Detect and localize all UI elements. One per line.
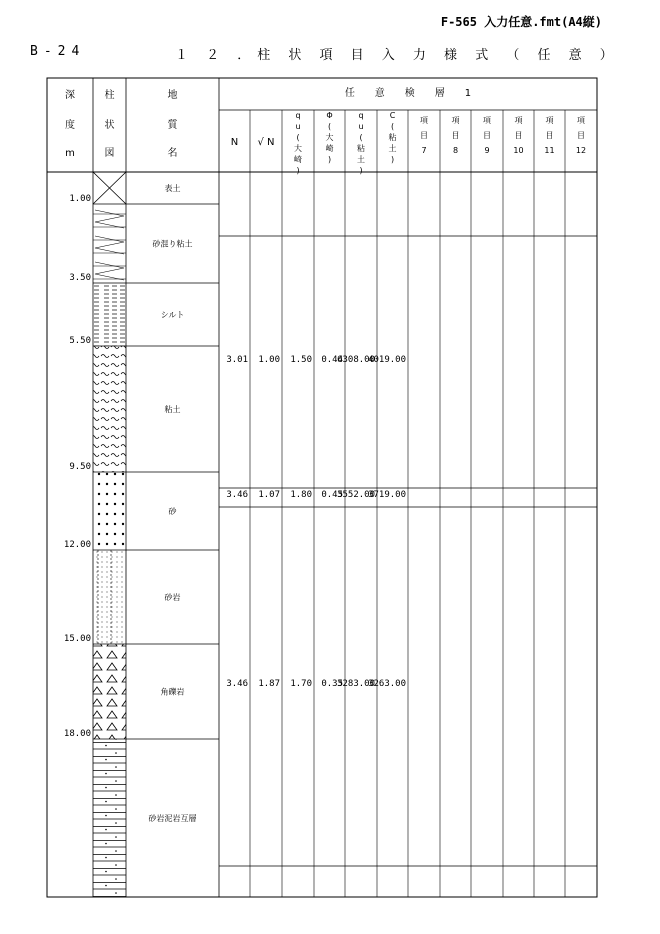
depth-label: 9.50 (69, 462, 91, 472)
header-col: 目 (577, 131, 585, 140)
header-col: 目 (483, 131, 491, 140)
header-col: 粘 (388, 133, 397, 142)
column-pattern-sand (93, 472, 126, 550)
depth-label: 1.00 (69, 194, 91, 204)
depth-label: 3.50 (69, 273, 91, 283)
depth-label: 15.00 (63, 634, 91, 644)
header-col: √ N (257, 137, 275, 148)
header-soil: 質 (167, 120, 178, 131)
data-value: 4019.00 (368, 355, 406, 365)
data-value: 1.80 (290, 490, 312, 500)
header-col: 項 (420, 116, 428, 125)
file-label: F-565 入力任意.fmt(A4縦) (440, 15, 602, 29)
soil-name: 角礫岩 (160, 687, 185, 697)
header-depth: m (65, 148, 75, 159)
data-value: 3719.00 (368, 490, 406, 500)
header-col: Φ (326, 111, 333, 120)
header-col: 目 (451, 131, 460, 140)
pattern-fill (93, 550, 126, 644)
header-col: 大 (294, 144, 302, 153)
header-column: 状 (104, 120, 115, 131)
column-pattern-sandstone (93, 550, 126, 644)
header-col: 項 (577, 116, 585, 125)
header-soil: 名 (167, 148, 178, 159)
pattern-stroke (95, 236, 124, 254)
header-column: 図 (104, 148, 115, 159)
data-value: 1.07 (258, 490, 280, 500)
data-value: 0.35 (321, 679, 343, 689)
soil-name: 砂岩 (164, 593, 181, 602)
soil-name: 砂混り粘土 (152, 239, 193, 249)
header-col: 目 (420, 131, 428, 140)
header-soil: 地 (167, 90, 178, 101)
header-col: 9 (484, 146, 490, 155)
soil-name: 粘土 (164, 405, 181, 414)
column-pattern-breccia (93, 644, 126, 739)
data-value: 6308.00 (337, 355, 375, 365)
header-col: ( (296, 133, 300, 142)
table-frame (47, 78, 597, 897)
header-col: 目 (545, 131, 554, 140)
header-col: ( (327, 122, 332, 131)
pattern-fill (93, 472, 126, 550)
header-col: 項 (483, 116, 491, 125)
data-value: 0.45 (321, 490, 343, 500)
column-pattern-clay (93, 346, 126, 472)
depth-label: 18.00 (63, 729, 91, 739)
header-col: ( (390, 122, 395, 131)
soil-name: 砂岩泥岩互層 (148, 814, 197, 823)
header-col: 8 (452, 146, 459, 155)
header-col: q (295, 111, 301, 120)
data-value: 1.70 (290, 679, 312, 689)
data-value: 3283.00 (337, 679, 375, 689)
header-col: 項 (545, 116, 554, 125)
pattern-fill (93, 346, 126, 472)
header-col: ) (359, 166, 363, 175)
header-col: 7 (421, 146, 427, 155)
data-value: 3552.00 (337, 490, 375, 500)
header-col: 崎 (325, 144, 334, 153)
depth-label: 5.50 (69, 336, 91, 346)
soil-name: シルト (160, 310, 185, 320)
header-col: q (358, 111, 364, 120)
header-group: 任 意 検 層 1 (344, 88, 472, 99)
data-value: 3.01 (226, 355, 248, 365)
header-col: 大 (325, 133, 334, 142)
soil-name: 砂 (168, 507, 177, 516)
header-col: 土 (357, 155, 365, 164)
header-column: 柱 (104, 90, 115, 101)
header-col: N (230, 137, 239, 148)
pattern-fill (93, 283, 126, 346)
data-value: 1.87 (258, 679, 280, 689)
header-col: 項 (451, 116, 460, 125)
header-col: u (295, 122, 301, 131)
header-col: 項 (514, 116, 523, 125)
header-col: 11 (544, 146, 555, 155)
header-depth: 度 (65, 120, 75, 131)
data-value: 1.00 (258, 355, 280, 365)
data-value: 0.44 (321, 355, 343, 365)
header-col: 土 (388, 144, 397, 153)
depth-label: 12.00 (63, 540, 91, 550)
header-col: 12 (575, 146, 587, 155)
header-col: 崎 (294, 155, 302, 164)
data-value: 1.50 (290, 355, 312, 365)
header-col: 粘 (357, 144, 365, 153)
column-pattern-silt (93, 283, 126, 346)
column-pattern-topsoil (93, 172, 126, 204)
pattern-stroke (95, 210, 124, 228)
data-value: 3263.00 (368, 679, 406, 689)
form-title: １ ２ ．柱 状 項 目 入 力 様 式 （ 任 意 ） (175, 48, 620, 63)
header-col: ( (359, 133, 363, 142)
header-col: C (389, 111, 396, 120)
pattern-stroke (95, 262, 124, 280)
header-col: 10 (513, 146, 524, 155)
pattern-fill (93, 644, 126, 739)
header-col: ) (327, 155, 332, 164)
header-depth: 深 (65, 90, 75, 101)
data-value: 3.46 (226, 490, 248, 500)
boring-id: B-24 (30, 44, 86, 59)
soil-name: 表土 (164, 184, 181, 193)
header-col: ) (390, 155, 395, 164)
column-pattern-sandyclay (93, 210, 126, 280)
data-value: 3.46 (226, 679, 248, 689)
header-col: ) (296, 166, 300, 175)
pattern-fill (93, 739, 126, 897)
column-pattern-alternating (93, 739, 126, 897)
header-col: 目 (514, 131, 523, 140)
header-col: u (358, 122, 364, 131)
